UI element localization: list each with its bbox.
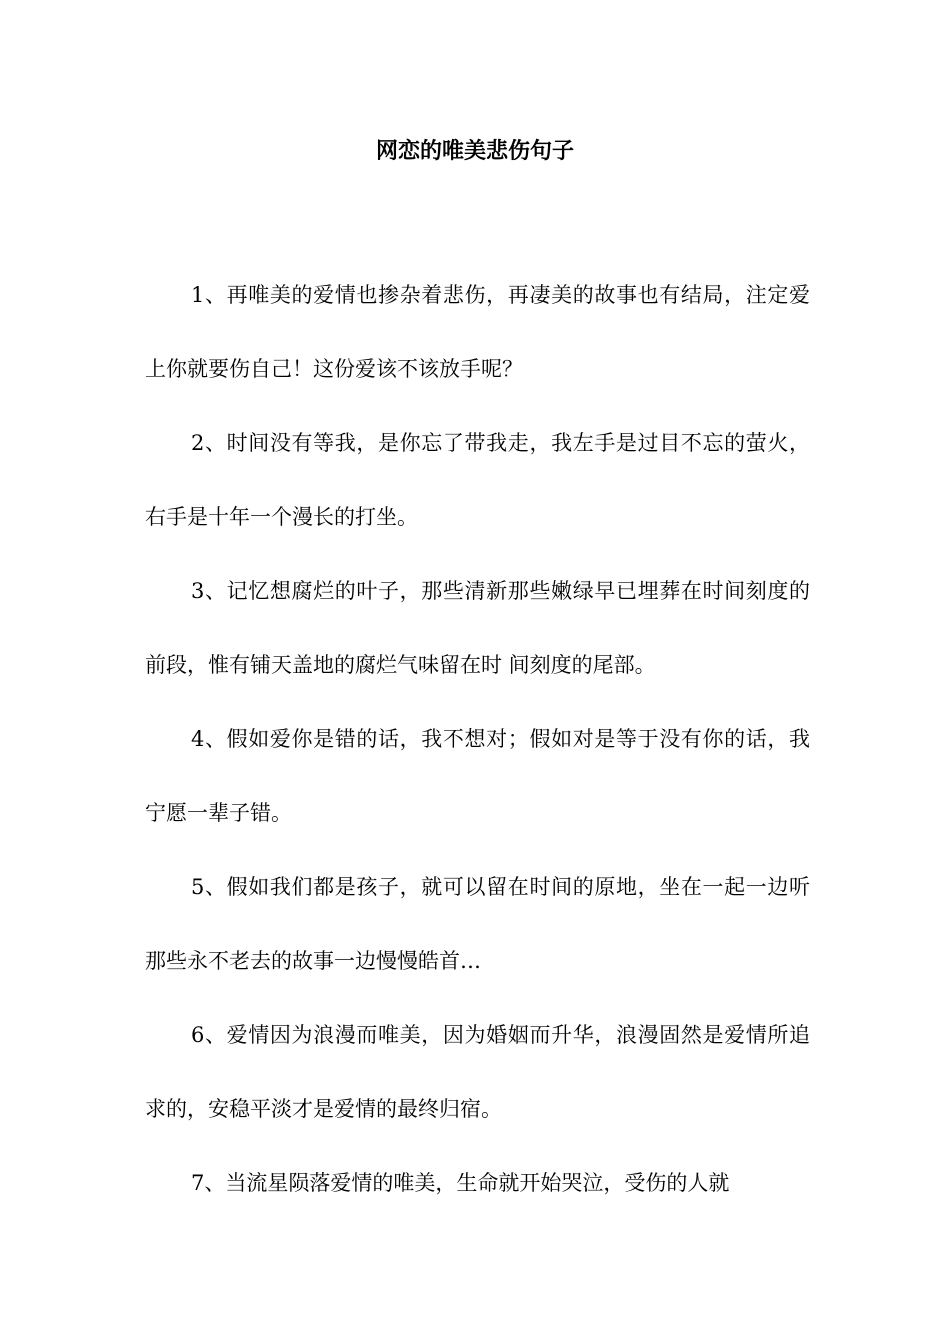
paragraph-5: 5、假如我们都是孩子，就可以留在时间的原地，坐在一起一边听那些永不老去的故事一边慢慢皓首… <box>145 875 810 973</box>
paragraph-1: 1、再唯美的爱情也掺杂着悲伤，再凄美的故事也有结局，注定爱上你就要伤自己！这份爱该不该放手呢？ <box>145 283 810 381</box>
paragraph-2: 2、时间没有等我，是你忘了带我走，我左手是过目不忘的萤火，右手是十年一个漫长的打坐。 <box>145 431 810 529</box>
paragraph-4: 4、假如爱你是错的话，我不想对；假如对是等于没有你的话，我宁愿一辈子错。 <box>145 727 810 825</box>
paragraph-6: 6、爱情因为浪漫而唯美，因为婚姻而升华，浪漫固然是爱情所追求的，安稳平淡才是爱情的最终归宿。 <box>145 1023 810 1121</box>
document-body <box>145 258 810 1220</box>
paragraph-3: 3、记忆想腐烂的叶子，那些清新那些嫩绿早已埋葬在时间刻度的前段，惟有铺天盖地的腐烂气味留在时 间刻度的尾部。 <box>145 579 810 677</box>
paragraph-7: 7、当流星陨落爱情的唯美，生命就开始哭泣，受伤的人就 <box>191 1171 730 1195</box>
document-title: 网恋的唯美悲伤句子 <box>375 138 574 164</box>
